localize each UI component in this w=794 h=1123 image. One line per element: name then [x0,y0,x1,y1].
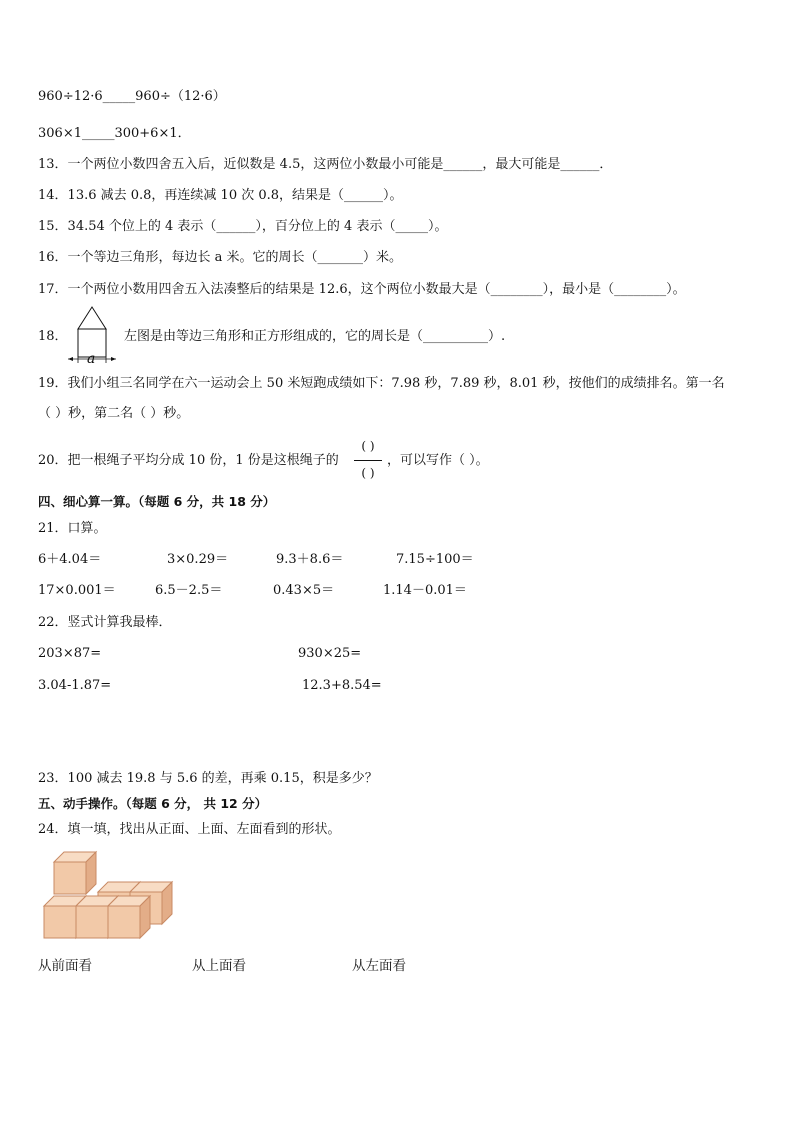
oral-item: 0.43×5＝ [273,583,335,598]
vertical-item: 3.04-1.87= [38,678,112,693]
vertical-item: 203×87= [38,646,102,661]
cube-stack-figure [42,848,174,944]
cube [54,852,96,894]
vertical-item: 12.3+8.54= [302,678,382,693]
view-label-front: 从前面看 [38,958,92,974]
view-label-left: 从左面看 [352,958,406,974]
question-24-title: 24．填一填，找出从正面、上面、左面看到的形状。 [38,822,341,837]
question-22-title: 22．竖式计算我最棒． [38,615,172,630]
question-21-title: 21．口算。 [38,521,107,536]
question-16: 16．一个等边三角形，每边长 a 米。它的周长（_______）米。 [38,250,403,265]
compare-line-2: 306×1_____300+6×1． [38,126,191,141]
question-18-number: 18． [38,329,68,344]
figure-side-label: a [87,351,96,367]
oral-item: 17×0.001＝ [38,583,116,598]
question-20-after: ，可以写作（ ）。 [387,453,489,468]
question-23: 23．100 减去 19.8 与 5.6 的差，再乘 0.15，积是多少？ [38,771,378,786]
equilateral-triangle [78,307,106,329]
question-17: 17．一个两位小数用四舍五入法凑整后的结果是 12.6，这个两位小数最大是（________），最小是（________）。 [38,282,686,297]
question-14: 14．13.6 减去 0.8，再连续减 10 次 0.8，结果是（______）。 [38,188,403,203]
question-19-line-2: （ ）秒，第二名（ ）秒。 [38,406,190,421]
oral-item: 6.5－2.5＝ [155,583,223,598]
blank-fraction [352,438,384,484]
question-18-text: 左图是由等边三角形和正方形组成的，它的周长是（__________）. [124,329,506,344]
oral-item: 3×0.29＝ [167,552,229,567]
fraction-denominator: ( ) [361,466,375,480]
section-5-heading: 五、动手操作。（每题 6 分， 共 12 分） [38,796,268,811]
question-19-line-1: 19．我们小组三名同学在六一运动会上 50 米短跑成绩如下：7.98 秒，7.89 秒，8.01 秒，按他们的成绩排名。第一名 [38,376,725,391]
vertical-item: 930×25= [298,646,362,661]
cube [108,896,150,938]
oral-item: 7.15÷100＝ [396,552,474,567]
arrow-right-icon [111,357,116,361]
oral-item: 6＋4.04＝ [38,552,102,567]
fraction-numerator: ( ) [361,439,375,453]
question-13: 13．一个两位小数四舍五入后，近似数是 4.5，这两位小数最小可能是______，最大可能是______． [38,157,613,172]
question-15: 15．34.54 个位上的 4 表示（______），百分位上的 4 表示（_____）。 [38,219,448,234]
fraction-bar [354,460,382,461]
section-4-heading: 四、细心算一算。（每题 6 分，共 18 分） [38,494,276,509]
arrow-left-icon [68,357,73,361]
question-20-before: 20．把一根绳子平均分成 10 份，1 份是这根绳子的 [38,453,339,468]
oral-item: 1.14－0.01＝ [383,583,467,598]
oral-item: 9.3＋8.6＝ [276,552,344,567]
compare-line-1: 960÷12·6_____960÷（12·6） [38,89,226,104]
view-label-top: 从上面看 [192,958,246,974]
